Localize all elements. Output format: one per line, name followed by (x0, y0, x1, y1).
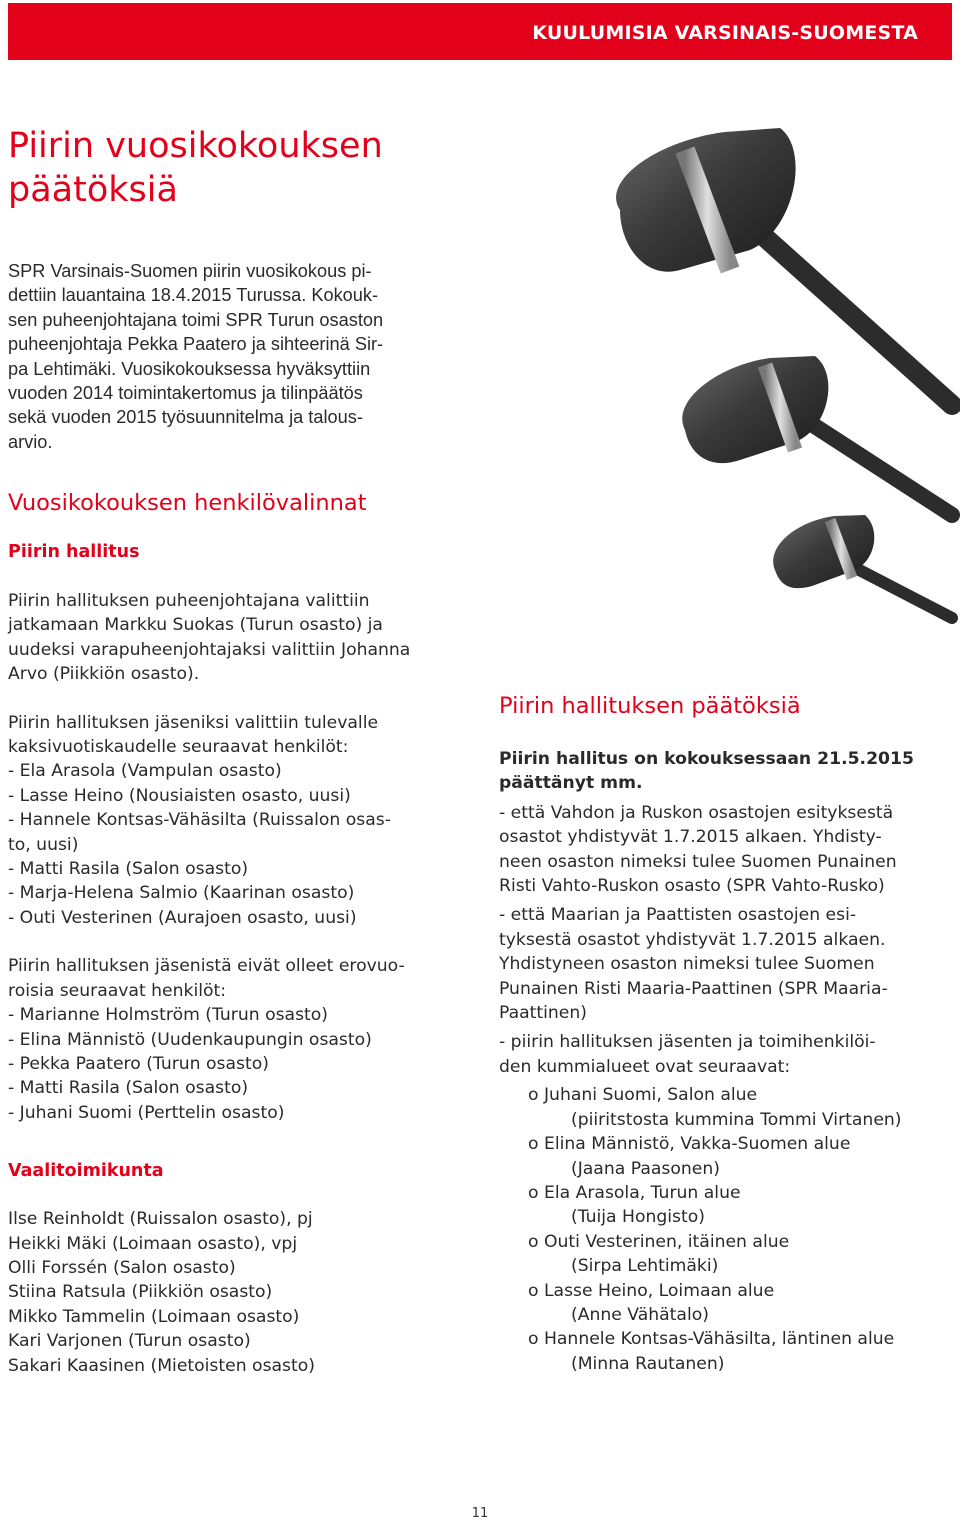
decision-3: - piirin hallituksen jäsenten ja toimihenkilöi- den kummialueet ovat seuraavat: (499, 1032, 876, 1077)
liaison-contact: (Jaana Paasonen) (571, 1158, 720, 1179)
chair-paragraph: Piirin hallituksen puheenjohtajana valittiin jatkamaan Markku Suokas (Turun osasto) ja uudeksi varapuheenjohtajaksi valittiin Johanna Arvo (Piikkiön osasto). (8, 591, 411, 685)
liaison-contact: (Minna Rautanen) (571, 1353, 725, 1374)
liaison-list (499, 1083, 949, 1376)
gavels-image (590, 120, 960, 630)
liaison-contact: (Tuija Hongisto) (571, 1207, 705, 1228)
banner-title: KUULUMISIA VARSINAIS-SUOMESTA (532, 22, 918, 44)
liaison-name: o Hannele Kontsas-Vähäsilta, läntinen alue (528, 1329, 895, 1350)
liaison-name: o Elina Männistö, Vakka-Suomen alue (528, 1134, 851, 1155)
liaison-item (499, 1327, 949, 1376)
elections-section (8, 490, 478, 1378)
liaison-item (499, 1083, 949, 1132)
board-decisions-section (499, 693, 949, 1376)
decision-2: - että Maarian ja Paattisten osastojen esi- tyksestä osastot yhdistyvät 1.7.2015 alkaen. Yhdistyneen osaston nimeksi tulee Suomen Punainen Risti Maaria-Paattinen (SPR Maaria- Paattinen) (499, 905, 888, 1024)
board-heading: Piirin hallitus (8, 542, 140, 562)
header-banner (8, 3, 952, 60)
liaison-item (499, 1132, 949, 1181)
liaison-contact: (piiritstosta kummina Tommi Virtanen) (571, 1109, 902, 1130)
decision-1: - että Vahdon ja Ruskon osastojen esityksestä osastot yhdistyvät 1.7.2015 alkaen. Yhdisty- neen osaston nimeksi tulee Suomen Punainen Risti Vahto-Ruskon osasto (SPR Vahto-Rusko) (499, 802, 897, 897)
liaison-contact: (Anne Vähätalo) (571, 1304, 709, 1325)
committee-list: Ilse Reinholdt (Ruissalon osasto), pj Heikki Mäki (Loimaan osasto), vpj Olli Forssén (Salon osasto) Stiina Ratsula (Piikkiön osasto) Mikko Tammelin (Loimaan osasto) Kari Varjonen (Turun osasto) Sakari Kaasinen (Mietoisten osasto) (8, 1209, 315, 1376)
intro-paragraph: SPR Varsinais-Suomen piirin vuosikokous pi- dettiin lauantaina 18.4.2015 Turussa. Kokouk- sen puheenjohtajana toimi SPR Turun osaston puheenjohtaja Pekka Paatero ja sihteerinä Sir- pa Lehtimäki. Vuosikokouksessa hyväksyttiin vuoden 2014 toimintakertomus ja tilinpäätös sekä vuoden 2015 työsuunnitelma ja talous- arvio. (8, 261, 384, 452)
elections-title: Vuosikokouksen henkilövalinnat (8, 490, 367, 516)
liaison-name: o Juhani Suomi, Salon alue (528, 1085, 758, 1106)
decisions-intro: Piirin hallitus on kokouksessaan 21.5.2015 päättänyt mm. (499, 749, 914, 794)
liaison-name: o Lasse Heino, Loimaan alue (528, 1280, 775, 1301)
liaison-item (499, 1230, 949, 1279)
liaison-item (499, 1279, 949, 1328)
decisions-title: Piirin hallituksen päätöksiä (499, 693, 801, 719)
committee-heading: Vaalitoimikunta (8, 1161, 164, 1182)
page-number: 11 (471, 1506, 489, 1521)
retiring-paragraph: Piirin hallituksen jäsenistä eivät olleet erovuo- roisia seuraavat henkilöt: - Marianne Holmström (Turun osasto) - Elina Männistö (Uudenkaupungin osasto) - Pekka Paatero (Turun osasto) - Matti Rasila (Salon osasto) - Juhani Suomi (Perttelin osasto) (8, 956, 405, 1123)
left-column (8, 259, 478, 454)
liaison-name: o Ela Arasola, Turun alue (528, 1182, 741, 1203)
liaison-contact: (Sirpa Lehtimäki) (571, 1256, 719, 1277)
liaison-item (499, 1181, 949, 1230)
small-gavel-icon (773, 515, 952, 618)
liaison-name: o Outi Vesterinen, itäinen alue (528, 1231, 790, 1252)
members-paragraph: Piirin hallituksen jäseniksi valittiin tulevalle kaksivuotiskaudelle seuraavat henkilöt: - Ela Arasola (Vampulan osasto) - Lasse Heino (Nousiaisten osasto, uusi) - Hannele Kontsas-Vähäsilta (Ruissalon osas- to, uusi) - Matti Rasila (Salon osasto) - Marja-Helena Salmio (Kaarinan osasto) - Outi Vesterinen (Aurajoen osasto, uusi) (8, 712, 391, 928)
article-title: Piirin vuosikokouksen päätöksiä (8, 126, 383, 210)
